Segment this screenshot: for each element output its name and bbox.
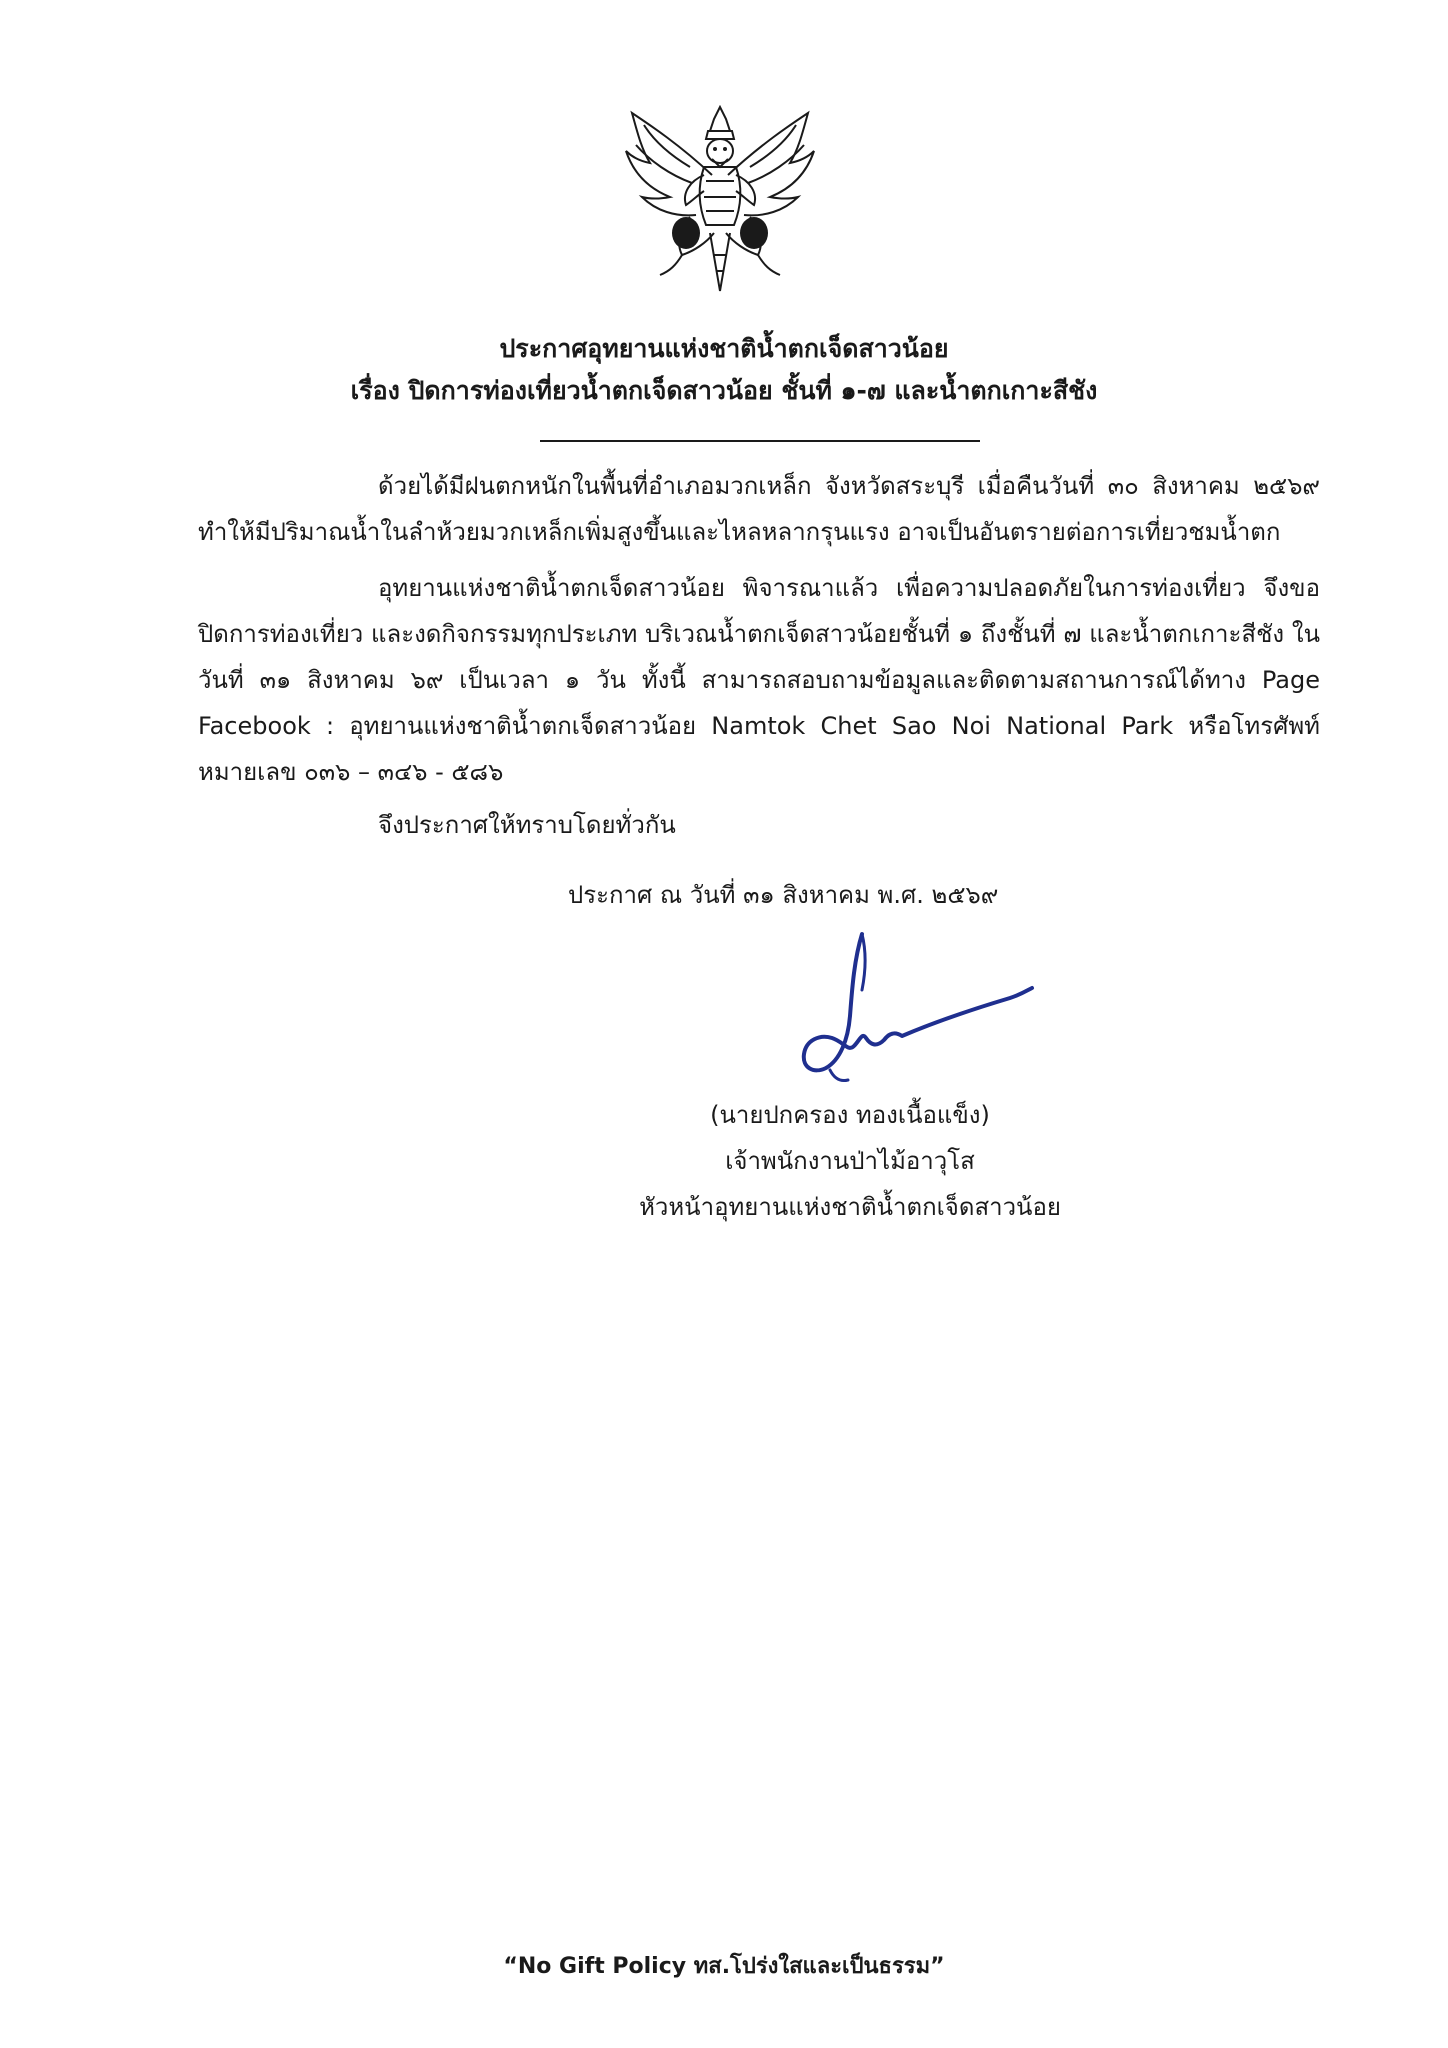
announcement-date: ประกาศ ณ วันที่ ๓๑ สิงหาคม พ.ศ. ๒๕๖๙ bbox=[568, 881, 999, 909]
signatory-name: (นายปกครอง ทองเนื้อแข็ง) bbox=[710, 1101, 990, 1129]
footer-slogan: “No Gift Policy ทส.โปร่งใสและเป็นธรรม” bbox=[503, 1954, 945, 1979]
body-paragraph-3: จึงประกาศให้ทราบโดยทั่วกัน bbox=[378, 811, 676, 839]
body-paragraph-2: อุทยานแห่งชาติน้ำตกเจ็ดสาวน้อย พิจารณาแล้ว เพื่อความปลอดภัยในการท่องเที่ยว จึงขอปิดการท่องเที่ยว และงดกิจกรรมทุกประเภท บริเวณน้ำตกเจ็ดสาวน้อยชั้นที่ ๑ ถึงชั้นที่ ๗ และน้ำตกเกาะสีชัง ในวันที่ ๓๑ สิงหาคม ๖๙ เป็นเวลา ๑ วัน ทั้งนี้ สามารถสอบถามข้อมูลและติดตามสถานการณ์ได้ทาง Page Facebook : อุทยานแห่งชาติน้ำตกเจ็ดสาวน้อย Namtok Chet Sao Noi National Park หรือโทรศัพท์หมายเลข ๐๓๖ – ๓๔๖ - ๕๘๖ bbox=[198, 574, 1320, 786]
garuda-emblem-icon bbox=[620, 105, 820, 295]
announcement-title: ประกาศอุทยานแห่งชาติน้ำตกเจ็ดสาวน้อย bbox=[499, 334, 949, 363]
title-divider bbox=[540, 440, 980, 442]
handwritten-signature bbox=[770, 920, 1040, 1100]
body-paragraph-1: ด้วยได้มีฝนตกหนักในพื้นที่อำเภอมวกเหล็ก จังหวัดสระบุรี เมื่อคืนวันที่ ๓๐ สิงหาคม ๒๕๖๙ ทำให้มีปริมาณน้ำในลำห้วยมวกเหล็กเพิ่มสูงขึ้นและไหลหลากรุนแรง อาจเป็นอันตรายต่อการเที่ยวชมน้ำตก bbox=[198, 472, 1321, 546]
signatory-block bbox=[620, 1092, 1080, 1230]
signatory-role: หัวหน้าอุทยานแห่งชาติน้ำตกเจ็ดสาวน้อย bbox=[639, 1193, 1061, 1221]
announcement-subject: เรื่อง ปิดการท่องเที่ยวน้ำตกเจ็ดสาวน้อย ชั้นที่ ๑-๗ และน้ำตกเกาะสีชัง bbox=[350, 376, 1098, 405]
signatory-position: เจ้าพนักงานป่าไม้อาวุโส bbox=[725, 1147, 975, 1175]
